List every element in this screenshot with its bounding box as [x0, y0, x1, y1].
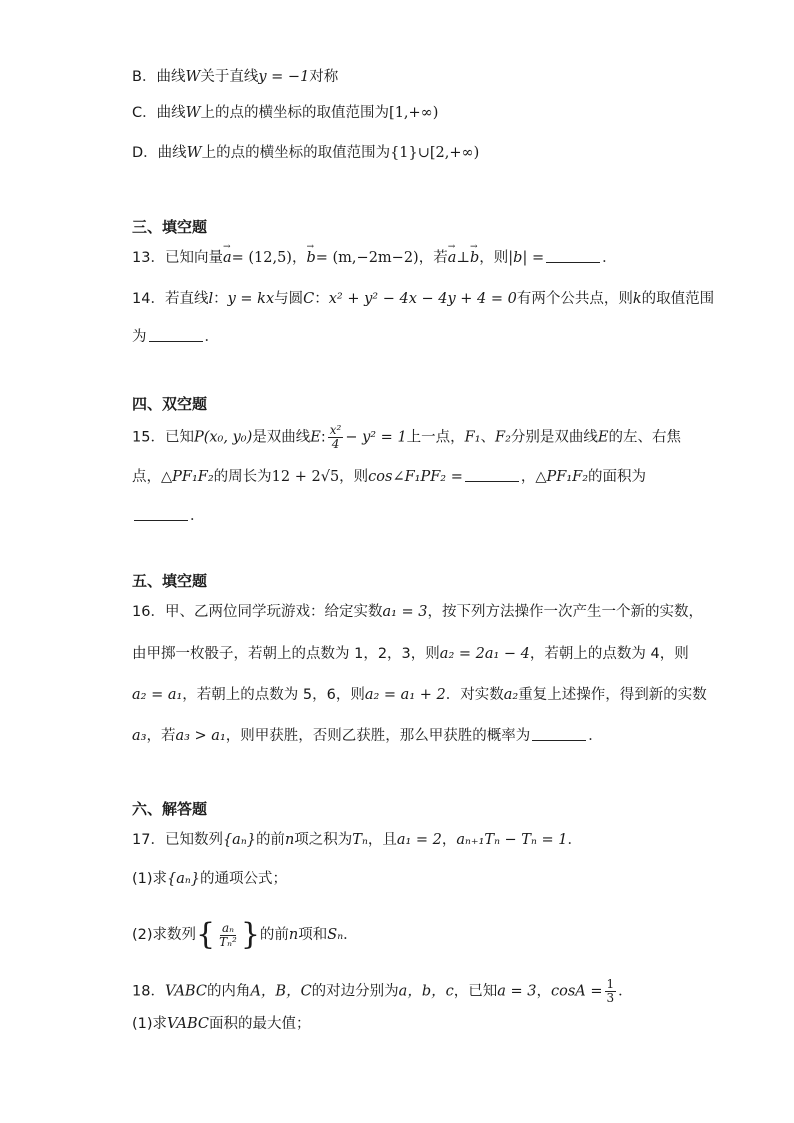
- section-heading-3: 三、填空题: [132, 218, 208, 236]
- section-heading-6: 六、解答题: [132, 800, 208, 818]
- question-15-cont: 点，△PF₁F₂的周长为12 + 2√5，则cos∠F₁PF₂ = ，△PF₁F₂的面积为: [132, 469, 647, 485]
- answer-blank[interactable]: [532, 726, 586, 741]
- question-15: 15．已知P(x₀, y₀)是双曲线E: $\frac{\text{x²}}{4}$ − y² = 1上一点，F₁、F₂分别是双曲线E的左、右焦: [132, 423, 682, 451]
- answer-blank[interactable]: [465, 467, 519, 482]
- option-d: D．曲线W上的点的横坐标的取值范围为{1}∪[2,+∞): [132, 145, 480, 161]
- section-heading-4: 四、双空题: [132, 395, 208, 413]
- answer-blank[interactable]: [546, 248, 600, 263]
- question-14-cont: 为 ．: [132, 329, 219, 345]
- question-14: 14．若直线l：y = kx与圆C：x² + y² − 4x − 4y + 4 = 0有两个公共点，则k的取值范围: [132, 291, 715, 307]
- question-13: 13．已知向量→ a= (12,5)，→ b= (m,−2m−2)，若→ a⊥→ b，则|b| = ．: [132, 247, 617, 269]
- question-16: 16．甲、乙两位同学玩游戏：给定实数a₁ = 3，按下列方法操作一次产生一个新的实数，: [132, 604, 704, 620]
- question-15-cont2: ．: [132, 505, 205, 527]
- question-17: 17．已知数列{aₙ}的前n项之积为Tₙ，且a₁ = 2，aₙ₊₁Tₙ − Tₙ = 1．: [132, 832, 582, 848]
- question-17-part-2: (2)求数列{ $\frac{\text{aₙ}}{\text{Tₙ²}}$ }的前n项和Sₙ．: [132, 917, 358, 952]
- question-18: 18．VABC的内角A，B，C的对边分别为a，b，c，已知a = 3，cosA = $\frac{1}{3}$ ．: [132, 977, 633, 1005]
- question-16-cont: 由甲掷一枚骰子，若朝上的点数为 1，2，3，则a₂ = 2a₁ − 4，若朝上的点数为 4，则: [132, 646, 689, 662]
- option-b: B．曲线W关于直线y = −1对称: [132, 69, 339, 85]
- answer-blank[interactable]: [134, 506, 188, 521]
- question-16-cont3: a₃，若a₃ > a₁，则甲获胜，否则乙获胜，那么甲获胜的概率为 ．: [132, 728, 603, 744]
- question-16-cont2: a₂ = a₁，若朝上的点数为 5，6，则a₂ = a₁ + 2．对实数a₂重复上述操作，得到新的实数: [132, 687, 707, 703]
- question-17-part-1: (1)求{aₙ}的通项公式；: [132, 871, 288, 887]
- answer-blank[interactable]: [149, 327, 203, 342]
- question-18-part-1: (1)求VABC面积的最大值；: [132, 1016, 311, 1032]
- section-heading-5: 五、填空题: [132, 572, 208, 590]
- option-c: C．曲线W上的点的横坐标的取值范围为[1,+∞): [132, 105, 439, 121]
